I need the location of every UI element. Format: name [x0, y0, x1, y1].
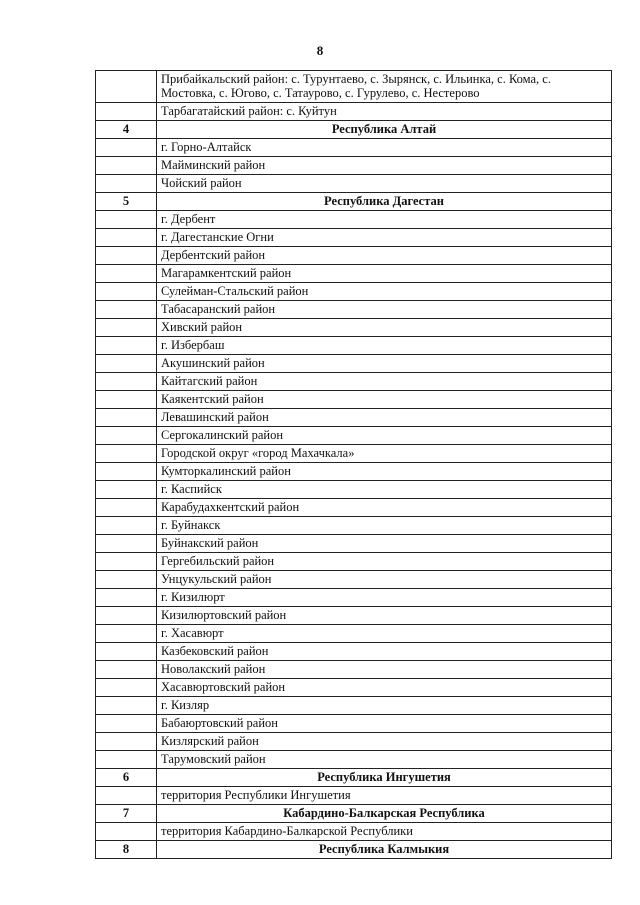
district-name: Прибайкальский район: с. Турунтаево, с. Зырянск, с. Ильинка, с. Кома, с. Мостовка, с. Югово, с. Татаурово, с. Гурулево, с. Нестерово: [157, 71, 612, 103]
district-name: г. Хасавюрт: [157, 625, 612, 643]
district-name: г. Каспийск: [157, 481, 612, 499]
table-row: [96, 445, 612, 463]
district-name: Чойский район: [157, 175, 612, 193]
row-number: [96, 211, 157, 229]
table-row: [96, 589, 612, 607]
row-number: [96, 409, 157, 427]
table-row: [96, 337, 612, 355]
district-name: Магарамкентский район: [157, 265, 612, 283]
district-name: Гергебильский район: [157, 553, 612, 571]
table-row: [96, 715, 612, 733]
district-name: Хивский район: [157, 319, 612, 337]
table-row: [96, 355, 612, 373]
row-number: [96, 535, 157, 553]
table-row: [96, 211, 612, 229]
row-number: [96, 751, 157, 769]
district-name: Бабаюртовский район: [157, 715, 612, 733]
row-number: [96, 733, 157, 751]
region-row: [96, 769, 612, 787]
district-name: Казбековский район: [157, 643, 612, 661]
row-number: [96, 355, 157, 373]
row-number: [96, 679, 157, 697]
table-row: [96, 373, 612, 391]
district-name: г. Дербент: [157, 211, 612, 229]
table-row: [96, 553, 612, 571]
row-number: 6: [96, 769, 157, 787]
region-name: Республика Калмыкия: [157, 841, 612, 859]
table-row: [96, 481, 612, 499]
row-number: [96, 481, 157, 499]
table-row: [96, 157, 612, 175]
table-body: [96, 71, 612, 859]
region-name: Кабардино-Балкарская Республика: [157, 805, 612, 823]
district-name: Кизилюртовский район: [157, 607, 612, 625]
table-row: [96, 463, 612, 481]
table-row: [96, 499, 612, 517]
row-number: [96, 661, 157, 679]
table-row: [96, 391, 612, 409]
table-row: [96, 625, 612, 643]
row-number: [96, 283, 157, 301]
row-number: [96, 697, 157, 715]
region-name: Республика Дагестан: [157, 193, 612, 211]
row-number: [96, 391, 157, 409]
table-row: [96, 679, 612, 697]
row-number: [96, 265, 157, 283]
row-number: [96, 607, 157, 625]
row-number: [96, 787, 157, 805]
district-name: Унцукульский район: [157, 571, 612, 589]
district-name: территория Республики Ингушетия: [157, 787, 612, 805]
district-name: Дербентский район: [157, 247, 612, 265]
region-row: [96, 193, 612, 211]
row-number: [96, 499, 157, 517]
table-row: [96, 733, 612, 751]
row-number: [96, 139, 157, 157]
table-row: [96, 427, 612, 445]
district-name: Левашинский район: [157, 409, 612, 427]
row-number: 7: [96, 805, 157, 823]
district-name: Акушинский район: [157, 355, 612, 373]
table-row: [96, 229, 612, 247]
table-row: [96, 139, 612, 157]
row-number: [96, 103, 157, 121]
district-name: Тарумовский район: [157, 751, 612, 769]
district-name: Каякентский район: [157, 391, 612, 409]
row-number: [96, 589, 157, 607]
table-row: [96, 751, 612, 769]
district-name: Майминский район: [157, 157, 612, 175]
row-number: [96, 157, 157, 175]
district-name: г. Кизляр: [157, 697, 612, 715]
district-name: Тарбагатайский район: с. Куйтун: [157, 103, 612, 121]
page-number: 8: [316, 43, 324, 58]
district-name: Кизлярский район: [157, 733, 612, 751]
district-name: Кумторкалинский район: [157, 463, 612, 481]
district-name: Карабудахкентский район: [157, 499, 612, 517]
district-name: Буйнакский район: [157, 535, 612, 553]
district-name: территория Кабардино-Балкарской Республики: [157, 823, 612, 841]
row-number: [96, 229, 157, 247]
table-row: [96, 535, 612, 553]
table-row: [96, 823, 612, 841]
district-name: г. Избербаш: [157, 337, 612, 355]
row-number: [96, 175, 157, 193]
table-row: [96, 787, 612, 805]
district-name: г. Кизилюрт: [157, 589, 612, 607]
row-number: [96, 427, 157, 445]
table-row: [96, 409, 612, 427]
row-number: [96, 715, 157, 733]
region-name: Республика Алтай: [157, 121, 612, 139]
district-name: Сергокалинский район: [157, 427, 612, 445]
district-name: Сулейман-Стальский район: [157, 283, 612, 301]
row-number: [96, 319, 157, 337]
row-number: [96, 301, 157, 319]
row-number: 4: [96, 121, 157, 139]
table-row: [96, 301, 612, 319]
district-name: Хасавюртовский район: [157, 679, 612, 697]
row-number: [96, 71, 157, 103]
table-row: [96, 607, 612, 625]
table-row: [96, 319, 612, 337]
table-row: [96, 103, 612, 121]
table-row: [96, 247, 612, 265]
region-row: [96, 805, 612, 823]
table-row: [96, 71, 612, 103]
table-row: [96, 283, 612, 301]
row-number: [96, 517, 157, 535]
row-number: [96, 463, 157, 481]
row-number: [96, 445, 157, 463]
row-number: [96, 553, 157, 571]
table-row: [96, 265, 612, 283]
district-name: г. Буйнакск: [157, 517, 612, 535]
table-row: [96, 571, 612, 589]
row-number: [96, 373, 157, 391]
table-row: [96, 175, 612, 193]
row-number: [96, 247, 157, 265]
row-number: [96, 823, 157, 841]
row-number: [96, 625, 157, 643]
district-name: Новолакский район: [157, 661, 612, 679]
district-name: г. Горно-Алтайск: [157, 139, 612, 157]
district-name: г. Дагестанские Огни: [157, 229, 612, 247]
row-number: [96, 643, 157, 661]
region-name: Республика Ингушетия: [157, 769, 612, 787]
row-number: [96, 337, 157, 355]
districts-table: [95, 70, 612, 859]
region-row: [96, 121, 612, 139]
table-row: [96, 643, 612, 661]
row-number: 8: [96, 841, 157, 859]
district-name: Табасаранский район: [157, 301, 612, 319]
district-name: Кайтагский район: [157, 373, 612, 391]
table-row: [96, 517, 612, 535]
row-number: 5: [96, 193, 157, 211]
table-row: [96, 661, 612, 679]
row-number: [96, 571, 157, 589]
region-row: [96, 841, 612, 859]
table-row: [96, 697, 612, 715]
district-name: Городской округ «город Махачкала»: [157, 445, 612, 463]
